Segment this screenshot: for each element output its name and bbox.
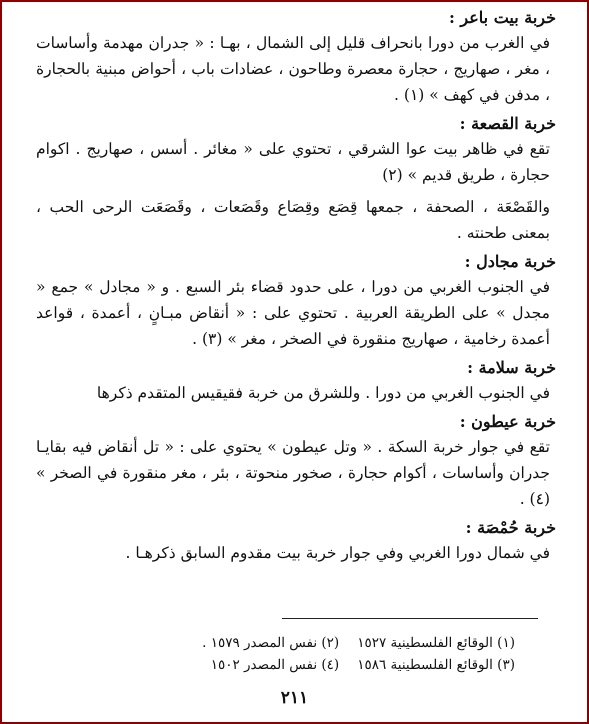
- footnote-divider: [282, 618, 538, 619]
- section-paragraph: في الجنوب الغربي من دورا . وللشرق من خربة فقيقيس المتقدم ذكرها: [96, 384, 550, 402]
- footnote-3: (٣) الوقائع الفلسطينية ١٥٨٦: [357, 657, 515, 673]
- section-paragraph: في الغرب من دورا بانحراف قليل إلى الشمال ، بهـا : « جدران مهدمة وأساسات ، مغر ، صهاريج ، حجارة معصرة وطاحون ، عضادات باب ، أحواض مبنية بالحجارة ، مدفن في كهف » (١) .: [36, 34, 550, 104]
- footnote-row: [202, 654, 515, 676]
- section-paragraph: في شمال دورا الغربي وفي جوار خربة بيت مقدوم السابق ذكرهـا .: [125, 544, 550, 562]
- section-heading: خربة حُمْصَة :: [465, 518, 556, 537]
- section-paragraph: في الجنوب الغربي من دورا ، على حدود قضاء بئر السبع . و « مجادل » جمع « مجدل » على الطريقة العربية . تحتوي على : « أنقاض مبـانٍ ، أعمدة ، قواعد أعمدة رخامية ، صهاريج منقورة في الصخر ، مغر » (٣) .: [36, 278, 550, 348]
- page-body: [36, 6, 556, 566]
- section-heading: خربة سلامة :: [467, 358, 556, 377]
- section-heading: خربة مجادل :: [464, 252, 556, 271]
- section-humsa: [36, 516, 556, 566]
- footnote-1: (١) الوقائع الفلسطينية ١٥٢٧: [357, 635, 515, 651]
- section-salama: [36, 356, 556, 406]
- page-number: ٢١١: [280, 688, 309, 708]
- section-paragraph: والقَصْعَة ، الصحفة ، جمعها قِصَع وقِصَاع وقَصَعات ، وقَصَعَت الرحى الحب ، بمعنى طحنته .: [36, 198, 550, 242]
- section-majadil: [36, 250, 556, 352]
- section-qasaa: [36, 112, 556, 246]
- footnote-row: [202, 632, 515, 654]
- section-heading: خربة القصعة :: [459, 114, 556, 133]
- section-aitun: [36, 410, 556, 512]
- footnote-4: (٤) نفس المصدر ١٥٠٢: [210, 657, 340, 673]
- section-beit-baer: [36, 6, 556, 108]
- footnote-2: (٢) نفس المصدر ١٥٧٩ .: [202, 635, 340, 651]
- section-heading: خربة بيت باعر :: [448, 8, 556, 27]
- section-paragraph: تقع في ظاهر بيت عوا الشرقي ، تحتوي على « مغائر . أسس ، صهاريج . اكوام حجارة ، طريق قديم » (٢): [36, 140, 550, 184]
- section-paragraph: تقع في جوار خربة السكة . « وتل عيطون » يحتوي على : « تل أنقاض فيه بقايـا جدران وأساسات ، أكوام حجارة ، صخور منحوتة ، بئر ، مغر منقورة في الصخر » (٤) .: [36, 438, 550, 508]
- section-heading: خربة عيطون :: [459, 412, 556, 431]
- footnotes: [202, 632, 515, 676]
